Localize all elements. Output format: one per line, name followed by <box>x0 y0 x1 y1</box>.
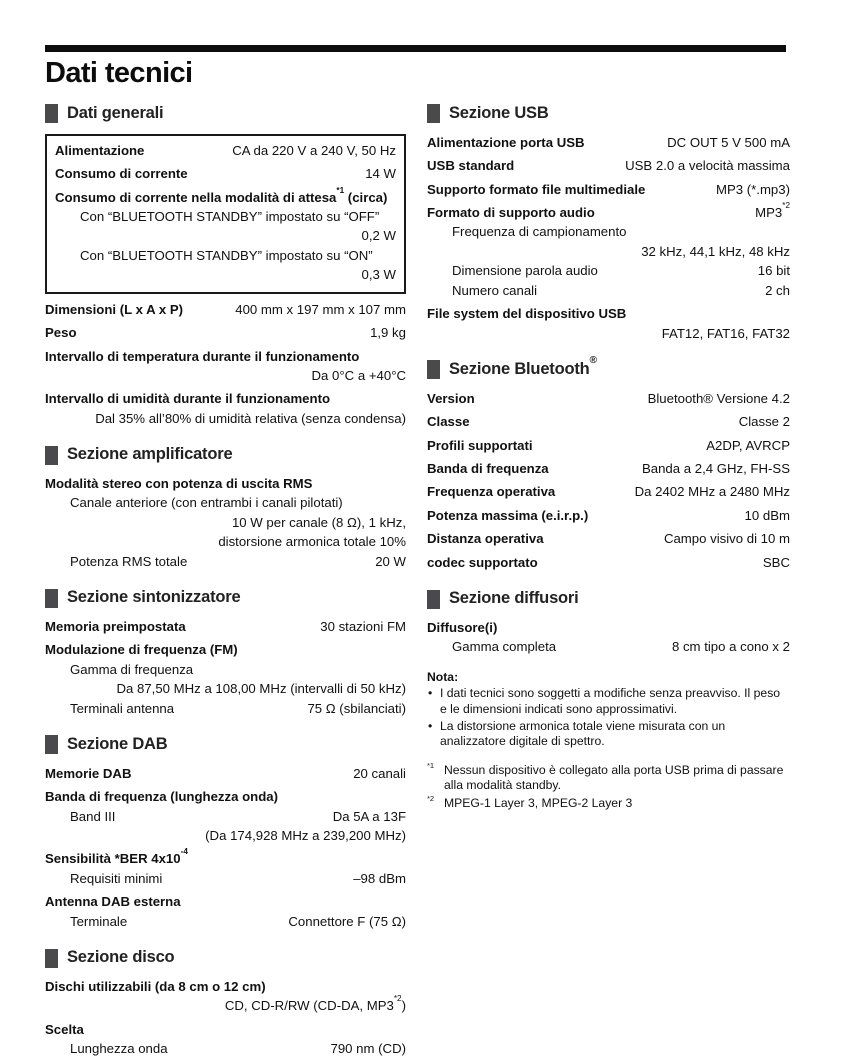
spec-label: Consumo di corrente nella modalità di attesa$^{*1}$ (circa) <box>55 185 388 205</box>
spec-row <box>427 483 790 500</box>
spec-value: Dal 35% all’80% di umidità relativa (senza condensa) <box>95 410 406 426</box>
spec-label: Terminale <box>70 913 128 929</box>
spec-label: Band III <box>70 808 116 824</box>
spec-label: Numero canali <box>452 282 538 298</box>
section-marker-icon <box>427 104 440 123</box>
spec-label: Consumo di corrente <box>55 166 188 182</box>
spec-value: Bluetooth® Versione 4.2 <box>647 390 790 406</box>
spec-row <box>45 808 406 825</box>
spec-value: A2DP, AVRCP <box>706 437 790 453</box>
spec-value: USB 2.0 a velocità massima <box>625 158 790 174</box>
spec-label: Version <box>427 390 475 406</box>
section-marker-icon <box>427 360 440 379</box>
spec-sublabel: Con “BLUETOOTH STANDBY” impostato su “OFF” <box>80 209 380 225</box>
spec-row <box>45 700 406 717</box>
spec-row <box>427 157 790 174</box>
spec-value: distorsione armonica totale 10% <box>218 534 406 550</box>
spec-label: Alimentazione <box>55 142 145 158</box>
spec-row <box>427 262 790 279</box>
spec-row <box>45 301 406 318</box>
spec-value: 16 bit <box>757 263 790 279</box>
spec-row <box>427 390 790 407</box>
spec-label: Dimensione parola audio <box>452 263 598 279</box>
spec-value: Connettore F (75 Ω) <box>288 913 406 929</box>
spec-label: Requisiti minimi <box>70 870 163 886</box>
section-marker-icon <box>45 949 58 968</box>
spec-value: 20 W <box>375 553 406 569</box>
spec-row <box>45 618 406 635</box>
spec-row <box>55 142 396 159</box>
spec-label: Potenza massima (e.i.r.p.) <box>427 507 589 523</box>
spec-label: Frequenza operativa <box>427 484 556 500</box>
section-header-sezione-dab <box>45 734 406 756</box>
spec-label: Supporto formato file multimediale <box>427 181 646 197</box>
footnote-marker: *1 <box>336 185 345 195</box>
page-title: Dati tecnici <box>45 57 193 89</box>
spec-label: Peso <box>45 325 77 341</box>
spec-value: SBC <box>762 554 790 570</box>
section-title: Sezione sintonizzatore <box>67 588 241 607</box>
footnote-marker: ® <box>589 354 597 366</box>
footnote-marker: *2 <box>393 994 402 1004</box>
spec-value: 400 mm x 197 mm x 107 mm <box>235 301 406 317</box>
spec-row <box>427 181 790 198</box>
spec-value: Banda a 2,4 GHz, FH-SS <box>641 461 790 477</box>
section-header-sezione-bluetooth <box>427 354 790 381</box>
spec-label: Dischi utilizzabili (da 8 cm o 12 cm) <box>45 978 266 994</box>
spec-value: 790 nm (CD) <box>330 1041 406 1057</box>
spec-value: 2 ch <box>765 282 790 298</box>
spec-label: Formato di supporto audio <box>427 205 595 221</box>
spec-value: Classe 2 <box>738 414 790 430</box>
spec-label: Profili supportati <box>427 437 533 453</box>
spec-label: Alimentazione porta USB <box>427 134 585 150</box>
section-title: Sezione USB <box>449 104 549 122</box>
spec-row <box>45 1040 406 1057</box>
note-title: Nota: <box>427 669 459 684</box>
spec-label: Gamma completa <box>452 639 557 655</box>
spec-row <box>45 765 406 782</box>
spec-value: Da 0°C a +40°C <box>311 367 406 383</box>
footnote: *2 MPEG-1 Layer 3, MPEG-2 Layer 3 <box>427 794 633 810</box>
spec-label: Lunghezza onda <box>70 1041 168 1057</box>
spec-row <box>427 282 790 299</box>
spec-value: Da 5A a 13F <box>332 808 406 824</box>
spec-value: 32 kHz, 44,1 kHz, 48 kHz <box>641 243 790 259</box>
spec-value: Da 2402 MHz a 2480 MHz <box>634 484 790 500</box>
spec-label: Banda di frequenza (lunghezza onda) <box>45 789 278 805</box>
spec-row <box>427 638 790 655</box>
spec-value: Campo visivo di 10 m <box>663 531 790 547</box>
spec-sublabel: Con “BLUETOOTH STANDBY” impostato su “ON” <box>80 247 373 263</box>
note-bullet: • I dati tecnici sono soggetti a modifiche senza preavviso. Il peso e le dimensioni indicati sono approssimativi. <box>427 686 790 717</box>
note <box>427 670 790 750</box>
spec-label: Modulazione di frequenza (FM) <box>45 642 238 658</box>
section-marker-icon <box>427 590 440 609</box>
section-marker-icon <box>45 589 58 608</box>
spec-label: Banda di frequenza <box>427 461 549 477</box>
spec-sublabel: Canale anteriore (con entrambi i canali pilotati) <box>70 495 343 511</box>
section-title: Sezione Bluetooth® <box>449 354 597 378</box>
spec-box <box>45 134 406 294</box>
section-header-dati-generali <box>45 103 406 125</box>
spec-sublabel: Gamma di frequenza <box>70 661 194 677</box>
spec-row <box>427 134 790 151</box>
spec-value: 10 dBm <box>744 507 790 523</box>
spec-value: DC OUT 5 V 500 mA <box>667 134 790 150</box>
spec-label: Intervallo di umidità durante il funzionamento <box>45 391 331 407</box>
spec-value: MP3$^{*2}$ <box>755 200 790 221</box>
spec-value: FAT12, FAT16, FAT32 <box>661 325 790 341</box>
spec-label: Memoria preimpostata <box>45 618 186 634</box>
spec-row <box>45 553 406 570</box>
spec-row <box>55 165 396 182</box>
spec-label: Modalità stereo con potenza di uscita RMS <box>45 476 313 492</box>
spec-row <box>45 324 406 341</box>
spec-value: 0,3 W <box>361 267 396 283</box>
section-title: Sezione DAB <box>67 735 168 753</box>
footnote-marker: *2 <box>782 200 790 210</box>
section-title: Sezione diffusori <box>449 589 579 608</box>
section-marker-icon <box>45 735 58 754</box>
section-header-sezione-diffusori <box>427 588 790 610</box>
spec-label: File system del dispositivo USB <box>427 306 627 322</box>
spec-value: CD, CD-R/RW (CD-DA, MP3$^{*2}$) <box>224 994 406 1014</box>
spec-value: 20 canali <box>353 765 406 781</box>
section-header-sezione-sintonizzatore <box>45 587 406 609</box>
spec-label: Antenna DAB esterna <box>45 894 181 910</box>
section-title: Sezione amplificatore <box>67 445 233 464</box>
spec-label: codec supportato <box>427 554 538 570</box>
spec-value: 14 W <box>365 166 396 182</box>
spec-row <box>45 870 406 887</box>
footnote: *1 Nessun dispositivo è collegato alla porta USB prima di passare alla modalità standby. <box>427 760 784 793</box>
section-header-sezione-usb <box>427 103 790 125</box>
spec-label: Diffusore(i) <box>427 619 498 635</box>
spec-value: (Da 174,928 MHz a 239,200 MHz) <box>205 828 406 844</box>
footnote-marker: -4 <box>180 847 188 857</box>
spec-label: Terminali antenna <box>70 700 175 716</box>
spec-label: Dimensioni (L x A x P) <box>45 301 184 317</box>
spec-value: 75 Ω (sbilanciati) <box>307 700 406 716</box>
spec-label: Intervallo di temperatura durante il funzionamento <box>45 348 360 364</box>
left-column <box>45 100 406 1058</box>
section-title: Sezione disco <box>67 948 175 967</box>
top-rule <box>45 45 786 52</box>
spec-row <box>427 530 790 547</box>
spec-row <box>427 507 790 524</box>
spec-value: Da 87,50 MHz a 108,00 MHz (intervalli di 50 kHz) <box>116 681 406 697</box>
spec-value: 30 stazioni FM <box>320 618 406 634</box>
spec-value: 0,2 W <box>361 228 396 244</box>
spec-row <box>427 200 790 221</box>
section-title: Dati generali <box>67 104 164 122</box>
spec-label: Potenza RMS totale <box>70 553 188 569</box>
spec-value: 8 cm tipo a cono x 2 <box>671 639 790 655</box>
section-marker-icon <box>45 446 58 465</box>
spec-row <box>427 437 790 454</box>
spec-label: Classe <box>427 414 470 430</box>
spec-label: USB standard <box>427 158 515 174</box>
right-column <box>427 100 790 812</box>
section-header-sezione-disco <box>45 947 406 969</box>
spec-row <box>427 460 790 477</box>
section-header-sezione-amplificatore <box>45 444 406 466</box>
spec-row <box>427 413 790 430</box>
spec-label: Sensibilità *BER $4x10^{-4}$ <box>45 847 188 867</box>
spec-value: –98 dBm <box>353 870 406 886</box>
spec-value: MP3 (*.mp3) <box>715 181 790 197</box>
spec-sublabel: Frequenza di campionamento <box>452 224 627 240</box>
spec-value: 1,9 kg <box>370 325 406 341</box>
spec-value: 10 W per canale (8 Ω), 1 kHz, <box>231 514 406 530</box>
spec-row <box>427 554 790 571</box>
spec-label: Memorie DAB <box>45 765 132 781</box>
spec-label: Scelta <box>45 1021 84 1037</box>
note-bullet: • La distorsione armonica totale viene misurata con un analizzatore digitale di spettro. <box>427 719 790 750</box>
spec-row <box>45 913 406 930</box>
spec-value: CA da 220 V a 240 V, 50 Hz <box>232 142 396 158</box>
section-marker-icon <box>45 104 58 123</box>
spec-label: Distanza operativa <box>427 531 544 547</box>
